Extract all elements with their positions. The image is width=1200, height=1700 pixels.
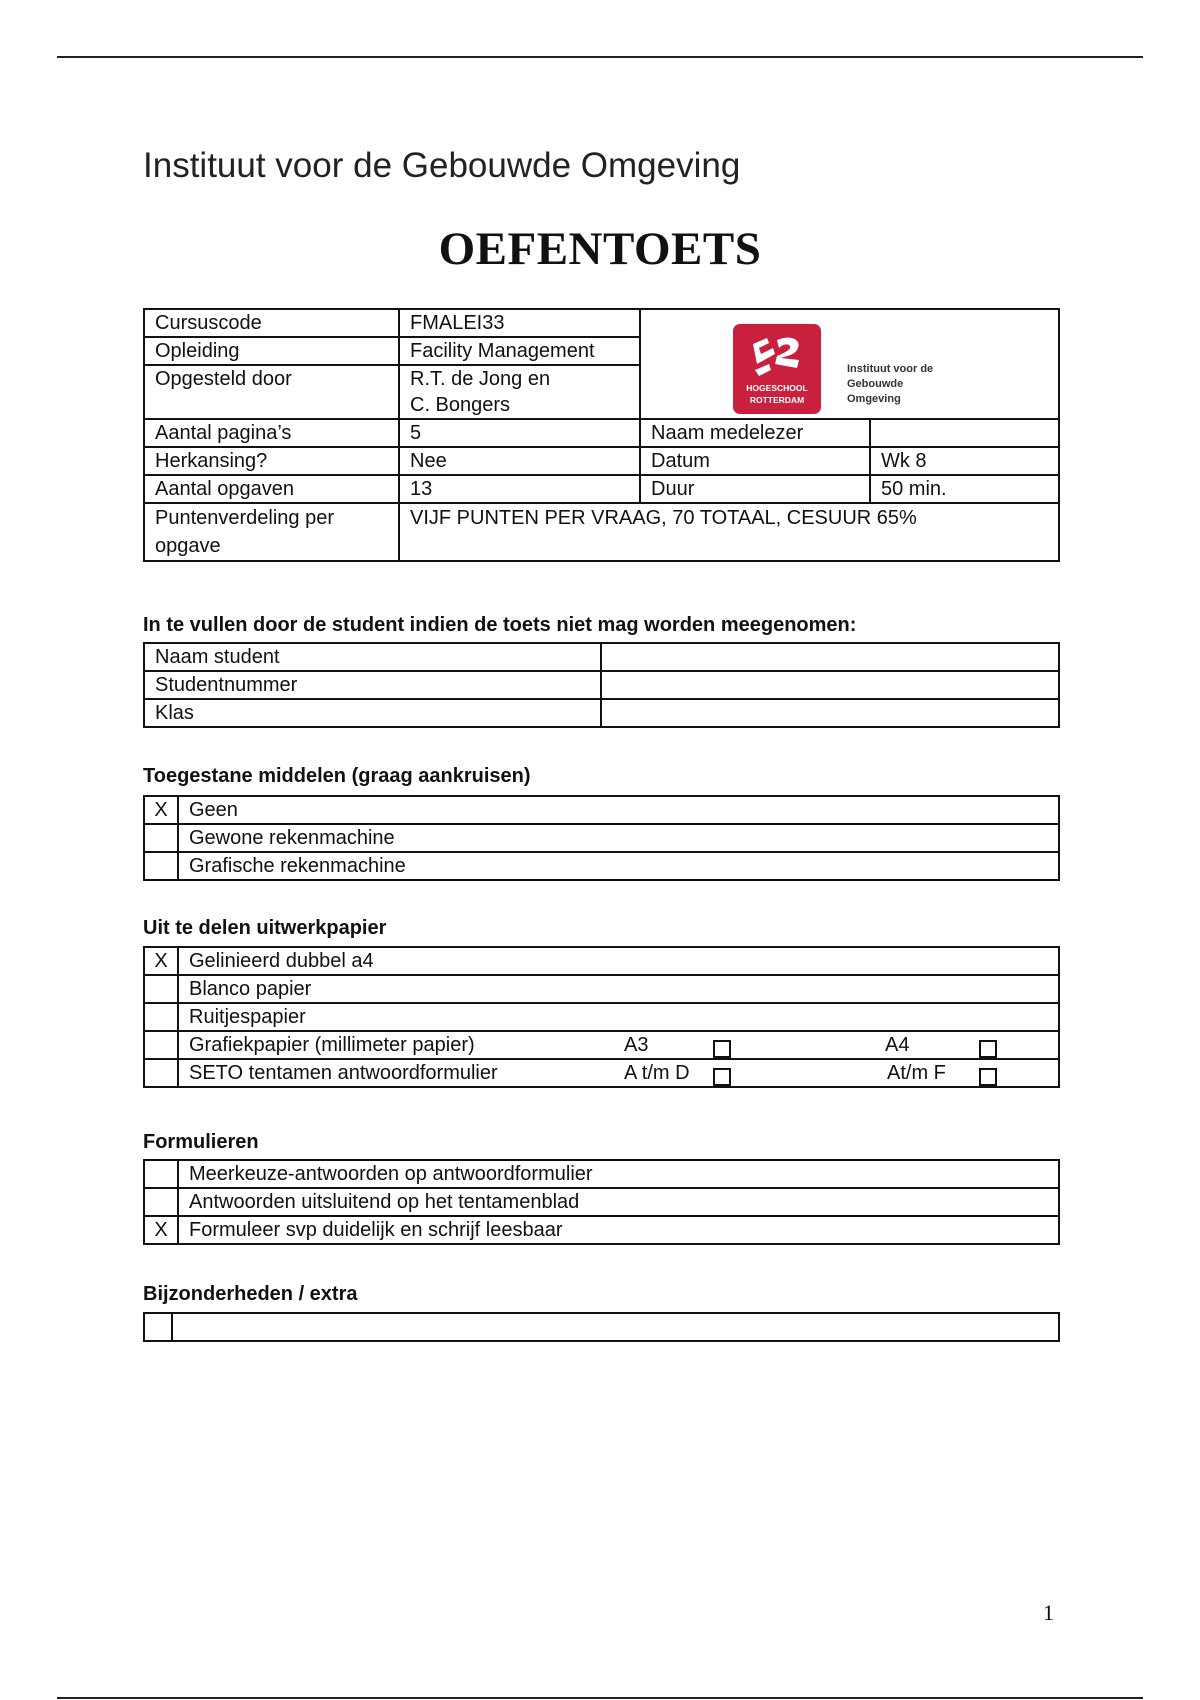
papier-mark-blanco[interactable] bbox=[144, 975, 178, 1003]
formulieren-mark-tentamenblad[interactable] bbox=[144, 1188, 178, 1216]
middelen-label-geen: Geen bbox=[178, 796, 1059, 824]
medelezer-value[interactable] bbox=[870, 419, 1059, 447]
table-row bbox=[144, 975, 1059, 1003]
table-row bbox=[144, 1031, 1059, 1059]
punten-label: Puntenverdeling per opgave bbox=[144, 503, 399, 561]
medelezer-label: Naam medelezer bbox=[640, 419, 870, 447]
seto-atmd-checkbox[interactable] bbox=[713, 1068, 731, 1086]
datum-label: Datum bbox=[640, 447, 870, 475]
cursuscode-value: FMALEI33 bbox=[399, 309, 640, 337]
seto-atmf-checkbox[interactable] bbox=[979, 1068, 997, 1086]
formulieren-mark-meerkeuze[interactable] bbox=[144, 1160, 178, 1188]
punten-value: VIJF PUNTEN PER VRAAG, 70 TOTAAL, CESUUR 65% bbox=[399, 503, 1059, 561]
grafiek-a4-checkbox[interactable] bbox=[979, 1040, 997, 1058]
student-section-heading: In te vullen door de student indien de toets niet mag worden meegenomen: bbox=[143, 614, 857, 636]
papier-mark-grafiek[interactable] bbox=[144, 1031, 178, 1059]
papier-row-seto bbox=[178, 1059, 1059, 1087]
papier-mark-gelinieerd[interactable]: X bbox=[144, 947, 178, 975]
course-info-table bbox=[143, 308, 1060, 562]
table-row bbox=[144, 475, 1059, 503]
papier-section-heading: Uit te delen uitwerkpapier bbox=[143, 917, 387, 939]
studentnummer-field[interactable] bbox=[601, 671, 1059, 699]
formulieren-table bbox=[143, 1159, 1060, 1245]
table-row bbox=[144, 419, 1059, 447]
table-row bbox=[144, 503, 1059, 561]
table-row bbox=[144, 852, 1059, 880]
bottom-rule bbox=[57, 1697, 1143, 1699]
grafiek-a3-label: A3 bbox=[624, 1034, 649, 1056]
student-table bbox=[143, 642, 1060, 728]
table-row bbox=[144, 1188, 1059, 1216]
naam-student-field[interactable] bbox=[601, 643, 1059, 671]
papier-table bbox=[143, 946, 1060, 1088]
middelen-mark-grafische[interactable] bbox=[144, 852, 178, 880]
naam-student-label: Naam student bbox=[144, 643, 601, 671]
seto-atmd-label: A t/m D bbox=[624, 1062, 690, 1084]
opleiding-value: Facility Management bbox=[399, 337, 640, 365]
studentnummer-label: Studentnummer bbox=[144, 671, 601, 699]
papier-row-grafiek bbox=[178, 1031, 1059, 1059]
paginas-label: Aantal pagina’s bbox=[144, 419, 399, 447]
opleiding-label: Opleiding bbox=[144, 337, 399, 365]
datum-value: Wk 8 bbox=[870, 447, 1059, 475]
bijzonderheden-table bbox=[143, 1312, 1060, 1342]
table-row bbox=[144, 947, 1059, 975]
opgaven-label: Aantal opgaven bbox=[144, 475, 399, 503]
page-number: 1 bbox=[1043, 1600, 1054, 1625]
table-row bbox=[144, 447, 1059, 475]
hogeschool-rotterdam-logo bbox=[733, 324, 821, 414]
logo-institute-text: Instituut voor de Gebouwde Omgeving bbox=[847, 363, 934, 405]
bijzonderheden-mark[interactable] bbox=[144, 1313, 172, 1341]
middelen-label-grafische: Grafische rekenmachine bbox=[178, 852, 1059, 880]
formulieren-label-leesbaar: Formuleer svp duidelijk en schrijf leesbaar bbox=[178, 1216, 1059, 1244]
table-row bbox=[144, 309, 1059, 337]
duur-value: 50 min. bbox=[870, 475, 1059, 503]
formulieren-label-tentamenblad: Antwoorden uitsluitend op het tentamenblad bbox=[178, 1188, 1059, 1216]
table-row bbox=[144, 1059, 1059, 1087]
opgesteld-label: Opgesteld door bbox=[144, 365, 399, 419]
table-row bbox=[144, 1313, 1059, 1341]
document-title: OEFENTOETS bbox=[438, 223, 762, 275]
middelen-table bbox=[143, 795, 1060, 881]
formulieren-section-heading: Formulieren bbox=[143, 1131, 259, 1153]
grafiek-a3-checkbox[interactable] bbox=[713, 1040, 731, 1058]
herkansing-value: Nee bbox=[399, 447, 640, 475]
bijzonderheden-section-heading: Bijzonderheden / extra bbox=[143, 1283, 358, 1305]
papier-label-seto: SETO tentamen antwoordformulier bbox=[189, 1062, 498, 1084]
papier-label-ruitjes: Ruitjespapier bbox=[178, 1003, 1059, 1031]
seto-atmf-label: At/m F bbox=[887, 1062, 946, 1084]
logo-school-name: HOGESCHOOL ROTTERDAM bbox=[746, 383, 808, 405]
table-row bbox=[144, 671, 1059, 699]
papier-mark-ruitjes[interactable] bbox=[144, 1003, 178, 1031]
paginas-value: 5 bbox=[399, 419, 640, 447]
middelen-mark-gewone[interactable] bbox=[144, 824, 178, 852]
duur-label: Duur bbox=[640, 475, 870, 503]
cursuscode-label: Cursuscode bbox=[144, 309, 399, 337]
table-row bbox=[144, 1003, 1059, 1031]
herkansing-label: Herkansing? bbox=[144, 447, 399, 475]
papier-label-grafiek: Grafiekpapier (millimeter papier) bbox=[189, 1034, 475, 1056]
logo-cell bbox=[640, 309, 1059, 419]
papier-label-blanco: Blanco papier bbox=[178, 975, 1059, 1003]
table-row bbox=[144, 1216, 1059, 1244]
papier-mark-seto[interactable] bbox=[144, 1059, 178, 1087]
top-rule bbox=[57, 56, 1143, 58]
klas-field[interactable] bbox=[601, 699, 1059, 727]
opgesteld-value-2: C. Bongers bbox=[399, 392, 640, 419]
middelen-section-heading: Toegestane middelen (graag aankruisen) bbox=[143, 765, 531, 787]
table-row bbox=[144, 796, 1059, 824]
hr-mark-icon bbox=[747, 334, 807, 382]
opgaven-value: 13 bbox=[399, 475, 640, 503]
papier-label-gelinieerd: Gelinieerd dubbel a4 bbox=[178, 947, 1059, 975]
grafiek-a4-label: A4 bbox=[885, 1034, 910, 1056]
table-row bbox=[144, 1160, 1059, 1188]
table-row bbox=[144, 643, 1059, 671]
middelen-mark-geen[interactable]: X bbox=[144, 796, 178, 824]
table-row bbox=[144, 824, 1059, 852]
table-row bbox=[144, 699, 1059, 727]
institute-title: Instituut voor de Gebouwde Omgeving bbox=[143, 146, 741, 185]
klas-label: Klas bbox=[144, 699, 601, 727]
opgesteld-value-1: R.T. de Jong en bbox=[399, 365, 640, 392]
middelen-label-gewone: Gewone rekenmachine bbox=[178, 824, 1059, 852]
formulieren-mark-leesbaar[interactable]: X bbox=[144, 1216, 178, 1244]
formulieren-label-meerkeuze: Meerkeuze-antwoorden op antwoordformulier bbox=[178, 1160, 1059, 1188]
bijzonderheden-field[interactable] bbox=[172, 1313, 1059, 1341]
